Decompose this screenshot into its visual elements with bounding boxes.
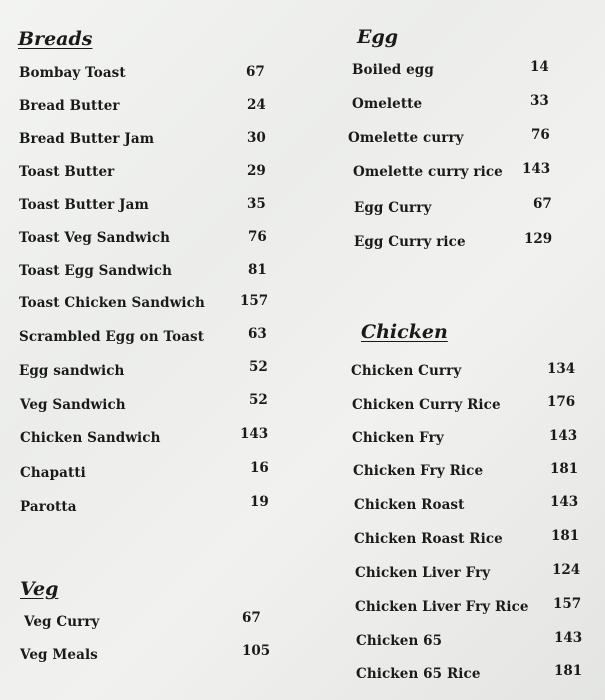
item-name: Chicken Liver Fry — [355, 565, 491, 581]
item-name: Chicken Roast Rice — [354, 531, 503, 547]
item-price: 181 — [554, 663, 583, 679]
item-name: Chicken 65 Rice — [356, 666, 481, 682]
section-heading-egg: Egg — [357, 26, 399, 48]
item-price: 143 — [550, 494, 579, 510]
item-name: Veg Curry — [24, 614, 100, 630]
item-price: 181 — [550, 461, 579, 477]
item-name: Omelette curry — [348, 130, 464, 146]
item-name: Chicken Curry — [351, 363, 462, 379]
item-name: Chicken Sandwich — [20, 430, 161, 446]
item-name: Toast Chicken Sandwich — [19, 295, 205, 311]
item-name: Veg Meals — [20, 647, 98, 663]
item-price: 129 — [524, 231, 553, 247]
item-name: Egg Curry rice — [354, 234, 466, 250]
item-price: 143 — [522, 161, 551, 177]
item-price: 14 — [530, 59, 549, 75]
item-name: Omelette curry rice — [353, 164, 503, 180]
item-price: 81 — [248, 262, 267, 278]
item-price: 124 — [552, 562, 581, 578]
item-name: Scrambled Egg on Toast — [19, 329, 205, 345]
item-name: Toast Butter — [19, 164, 115, 180]
item-name: Bread Butter Jam — [19, 131, 155, 147]
item-name: Toast Veg Sandwich — [19, 230, 171, 246]
item-name: Omelette — [352, 96, 423, 112]
item-name: Bread Butter — [19, 98, 120, 114]
item-price: 176 — [547, 394, 576, 410]
item-price: 143 — [240, 426, 269, 442]
item-name: Chicken Liver Fry Rice — [355, 599, 529, 615]
item-price: 143 — [554, 630, 583, 646]
item-name: Boiled egg — [352, 62, 434, 78]
item-price: 157 — [240, 293, 269, 309]
item-price: 52 — [249, 359, 268, 375]
item-price: 63 — [248, 326, 267, 342]
item-price: 52 — [249, 392, 268, 408]
item-name: Toast Egg Sandwich — [19, 263, 172, 279]
item-name: Bombay Toast — [19, 65, 126, 81]
section-heading-veg: Veg — [20, 578, 59, 600]
item-price: 67 — [242, 610, 261, 626]
item-name: Chicken 65 — [356, 633, 443, 649]
item-price: 67 — [533, 196, 552, 212]
item-name: Veg Sandwich — [20, 397, 126, 413]
item-price: 134 — [547, 361, 576, 377]
item-price: 181 — [551, 528, 580, 544]
item-price: 67 — [246, 64, 265, 80]
item-price: 19 — [250, 494, 269, 510]
item-name: Chicken Roast — [354, 497, 465, 513]
section-heading-chicken: Chicken — [361, 321, 448, 343]
item-price: 29 — [247, 163, 266, 179]
item-name: Egg sandwich — [19, 363, 125, 379]
item-price: 24 — [247, 97, 266, 113]
section-heading-breads: Breads — [18, 28, 93, 50]
item-price: 143 — [549, 428, 578, 444]
item-price: 76 — [531, 127, 550, 143]
item-name: Chicken Curry Rice — [352, 397, 501, 413]
item-price: 33 — [530, 93, 549, 109]
item-price: 16 — [250, 460, 269, 476]
item-name: Chicken Fry Rice — [353, 463, 484, 479]
item-name: Toast Butter Jam — [19, 197, 149, 213]
item-name: Chicken Fry — [352, 430, 444, 446]
item-price: 157 — [553, 596, 582, 612]
item-price: 35 — [247, 196, 266, 212]
item-name: Egg Curry — [354, 200, 432, 216]
item-name: Chapatti — [20, 465, 86, 481]
item-name: Parotta — [20, 499, 77, 515]
item-price: 105 — [242, 643, 271, 659]
item-price: 76 — [248, 229, 267, 245]
item-price: 30 — [247, 130, 266, 146]
